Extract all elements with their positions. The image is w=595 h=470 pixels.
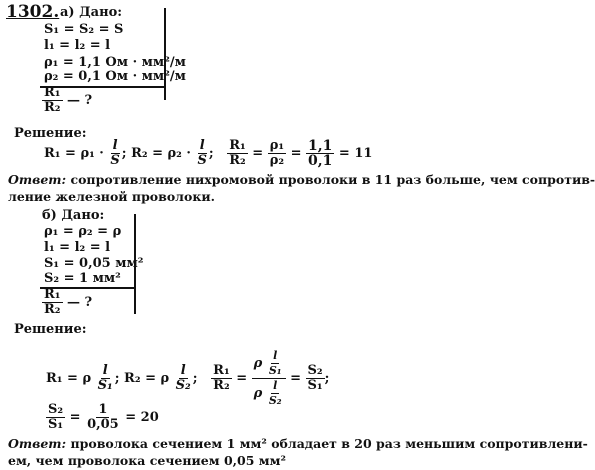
given-b-s2: S₂ = 1 мм² bbox=[44, 271, 121, 286]
eq-a-2: = bbox=[290, 146, 302, 161]
r2-prefix-a: ; R₂ = ρ₂ · bbox=[121, 146, 191, 161]
line2-eq: = bbox=[69, 410, 81, 425]
find-b bbox=[42, 288, 92, 317]
eq-a-1: = bbox=[252, 146, 264, 161]
answer-a-line-2: ление железной проволоки. bbox=[8, 189, 215, 204]
line2-den: S₁ bbox=[48, 417, 64, 432]
s-num-b: S₂ bbox=[307, 363, 323, 378]
r2-num-b: l bbox=[180, 363, 186, 378]
eq-b-2: = bbox=[290, 371, 302, 386]
given-b-s1: S₁ = 0,05 мм² bbox=[44, 256, 144, 271]
solution-a-formula bbox=[44, 139, 372, 168]
ratio-num-b: R₁ bbox=[213, 363, 230, 378]
line2-val-num: 1 bbox=[98, 402, 108, 417]
given-b-line-1: ρ₁ = ρ₂ = ρ bbox=[44, 224, 122, 239]
find-a-num: R₁ bbox=[44, 85, 61, 100]
line2-result: = 20 bbox=[125, 410, 159, 425]
val-num-a: 1,1 bbox=[308, 138, 333, 154]
eq-b-1: = bbox=[236, 371, 248, 386]
rho-den-a: ρ₂ bbox=[269, 153, 285, 168]
find-a bbox=[42, 86, 92, 115]
r1-den-a: S bbox=[110, 153, 120, 168]
big-num-l: l bbox=[273, 349, 278, 362]
ratio-den-a: R₂ bbox=[229, 153, 246, 168]
find-a-suffix: — ? bbox=[67, 93, 93, 108]
r2-suffix-a: ; bbox=[208, 146, 214, 161]
part-b-label: б) Дано: bbox=[42, 208, 105, 223]
r2-den-b: S₂ bbox=[175, 378, 191, 393]
solution-b-line-2 bbox=[46, 403, 159, 432]
answer-b-text-1: проволока сечением 1 мм² обладает в 20 раз меньшим сопротивлени- bbox=[70, 436, 588, 451]
rho-num-a: ρ₁ bbox=[269, 138, 285, 153]
line2-num: S₂ bbox=[48, 402, 64, 417]
given-b-line-2: l₁ = l₂ = l bbox=[44, 240, 111, 255]
given-a-rho2: ρ₂ = 0,1 Ом · мм²/м bbox=[44, 69, 186, 84]
big-den-s: S₂ bbox=[268, 394, 282, 407]
compound-fraction-b bbox=[252, 349, 286, 408]
big-num-s: S₁ bbox=[268, 364, 282, 377]
find-b-suffix: — ? bbox=[67, 295, 93, 310]
solution-a-heading: Решение: bbox=[14, 126, 87, 141]
r2-suffix-b: ; bbox=[192, 371, 198, 386]
answer-b-line-1 bbox=[8, 435, 588, 452]
given-a-line-2: l₁ = l₂ = l bbox=[44, 38, 111, 53]
find-b-num: R₁ bbox=[44, 287, 61, 302]
given-divider-a bbox=[164, 8, 166, 100]
answer-a-prefix: Ответ: bbox=[8, 172, 67, 187]
answer-b-line-2: ем, чем проволока сечением 0,05 мм² bbox=[8, 453, 286, 468]
r1-den-b: S₁ bbox=[97, 378, 113, 393]
solution-b-formula bbox=[46, 349, 329, 408]
answer-a-text-1: сопротивление нихромовой проволоки в 11 раз больше, чем сопротив- bbox=[70, 172, 595, 187]
answer-b-prefix: Ответ: bbox=[8, 436, 67, 451]
r1-num-b: l bbox=[102, 363, 108, 378]
r2-den-a: S bbox=[197, 153, 207, 168]
given-a-line-1: S₁ = S₂ = S bbox=[44, 22, 124, 37]
big-num-rho: ρ bbox=[253, 356, 263, 371]
solution-b-heading: Решение: bbox=[14, 322, 87, 337]
r2-prefix-b: ; R₂ = ρ bbox=[114, 371, 170, 386]
r1-prefix-b: R₁ = ρ bbox=[46, 371, 92, 386]
find-a-den: R₂ bbox=[44, 100, 61, 115]
part-a-label: а) Дано: bbox=[60, 5, 123, 20]
problem-number: 1302. bbox=[6, 2, 60, 22]
r1-num-a: l bbox=[112, 138, 118, 153]
r1-prefix-a: R₁ = ρ₁ · bbox=[44, 146, 104, 161]
big-den-l: l bbox=[273, 379, 278, 392]
ratio-num-a: R₁ bbox=[229, 138, 246, 153]
s-suffix-b: ; bbox=[324, 371, 330, 386]
s-den-b: S₁ bbox=[307, 378, 323, 393]
r2-num-a: l bbox=[199, 138, 205, 153]
line2-val-den: 0,05 bbox=[87, 417, 119, 432]
val-den-a: 0,1 bbox=[308, 153, 333, 169]
find-b-den: R₂ bbox=[44, 302, 61, 317]
answer-a-line-1 bbox=[8, 171, 595, 188]
ratio-den-b: R₂ bbox=[213, 378, 230, 393]
big-den-rho: ρ bbox=[253, 386, 263, 401]
given-a-rho1: ρ₁ = 1,1 Ом · мм²/м bbox=[44, 55, 186, 70]
result-a: = 11 bbox=[338, 146, 373, 161]
